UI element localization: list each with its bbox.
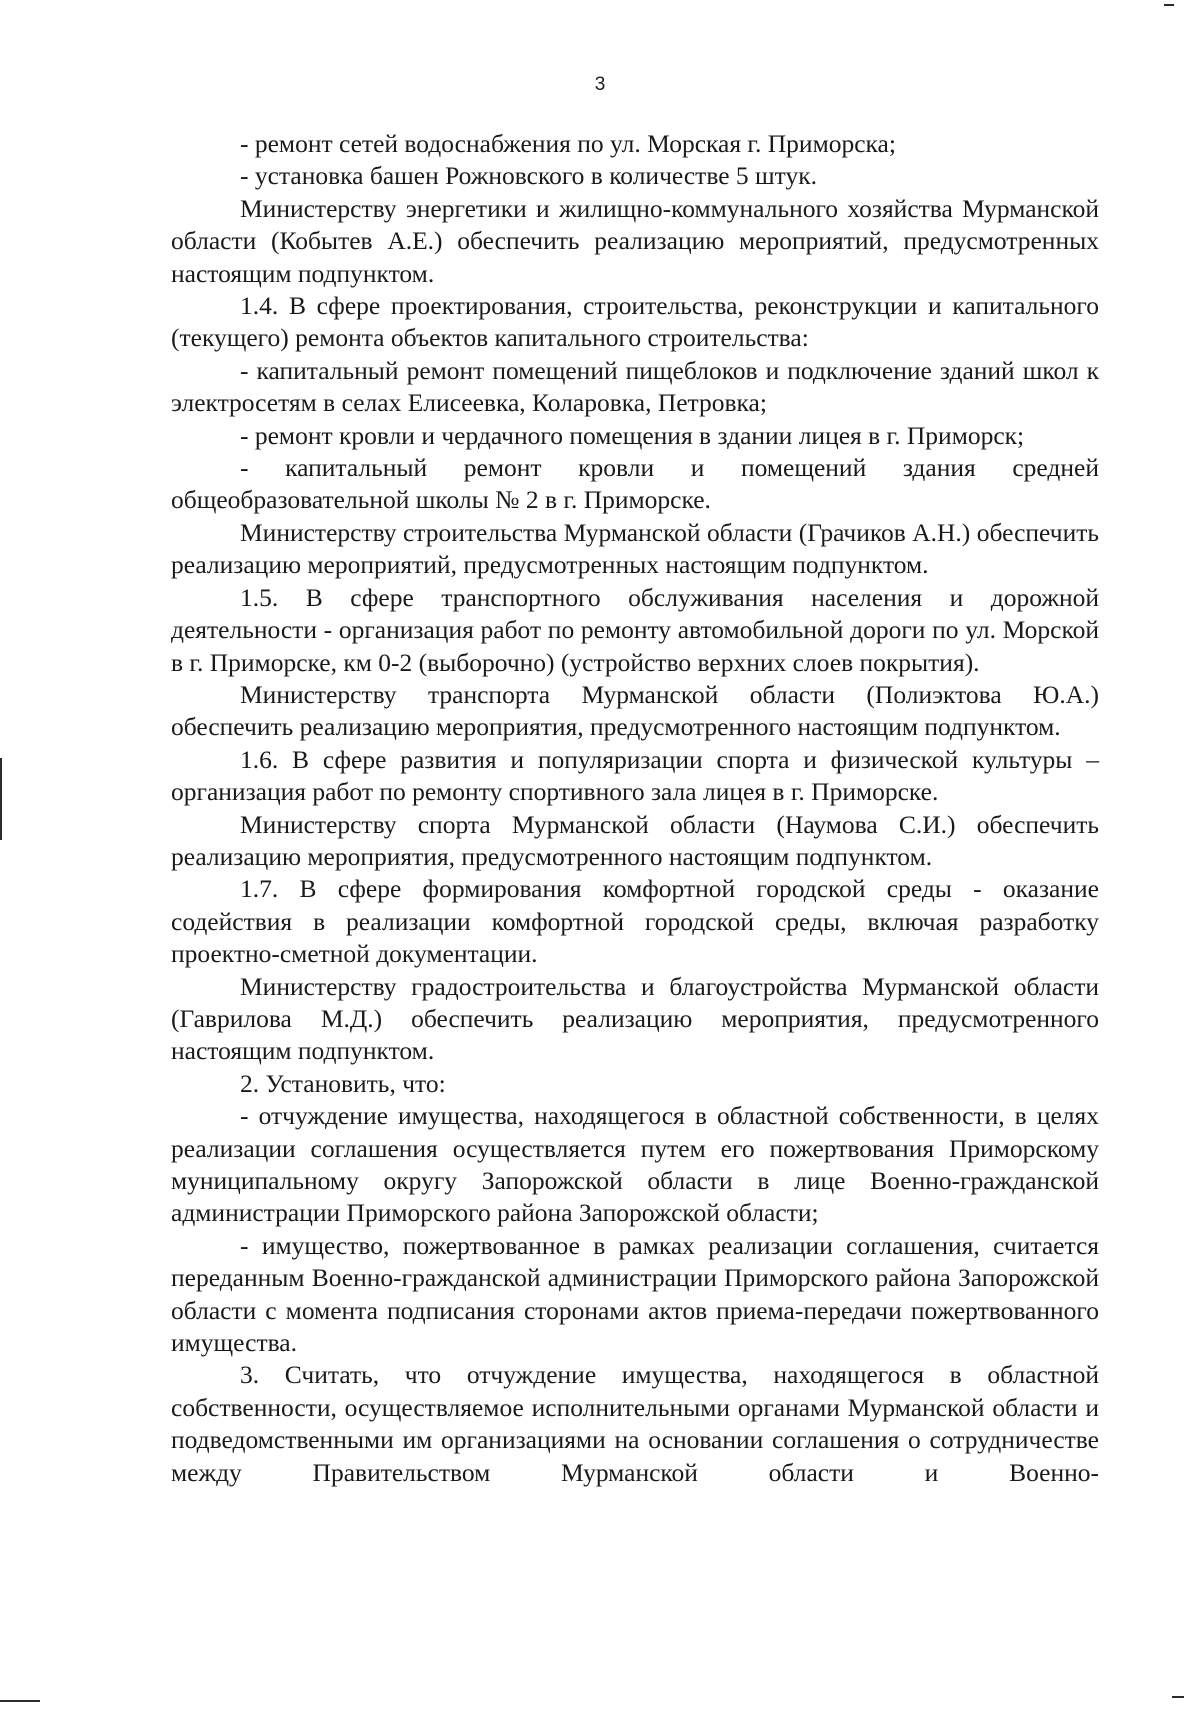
paragraph: - отчуждение имущества, находящегося в областной собственности, в целях реализации соглашения осуществляется путем его пожертвования Приморскому муниципальному округу Запорожской области в лице Военно-гражданской администрации Приморского района Запорожской области;: [171, 1101, 1099, 1228]
paragraph: - установка башен Рожновского в количестве 5 штук.: [240, 161, 817, 191]
paragraph: Министерству градостроительства и благоустройства Мурманской области (Гаврилова М.Д.) обеспечить реализацию мероприятия, предусмотренного настоящим подпунктом.: [171, 971, 1099, 1066]
scan-mark-top-right: [1164, 4, 1174, 6]
paragraph: Министерству транспорта Мурманской области (Полиэктова Ю.А.) обеспечить реализацию мероприятия, предусмотренного настоящим подпунктом.: [171, 679, 1099, 742]
paragraph: - капитальный ремонт кровли и помещений здания средней общеобразовательной школы № 2 в г. Приморске.: [171, 453, 1099, 515]
page-number: 3: [594, 74, 606, 95]
paragraph: - ремонт кровли и чердачного помещения в здании лицея в г. Приморск;: [240, 420, 1025, 450]
paragraph: Министерству энергетики и жилищно-коммунального хозяйства Мурманской области (Кобытев А.Е.) обеспечить реализацию мероприятий, предусмотренных настоящим подпунктом.: [171, 193, 1099, 288]
paragraph: 1.7. В сфере формирования комфортной городской среды - оказание содействия в реализации комфортной городской среды, включая разработку проектно-сметной документации.: [171, 874, 1099, 969]
paragraph: - капитальный ремонт помещений пищеблоков и подключение зданий школ к электросетям в селах Елисеевка, Коларовка, Петровка;: [171, 355, 1099, 418]
paragraph: 2. Установить, что:: [240, 1068, 446, 1098]
scan-mark-bottom-left: [0, 1700, 40, 1702]
paragraph-continued: 3. Считать, что отчуждение имущества, находящегося в областной собственности, осуществляемое исполнительными органами Мурманской области и подведомственными им организациями на основании соглашения о сотрудничестве между Правительством Мурманской области и Военно-: [171, 1360, 1099, 1487]
paragraph: 1.6. В сфере развития и популяризации спорта и физической культуры – организация работ по ремонту спортивного зала лицея в г. Приморске.: [171, 744, 1099, 807]
scan-mark-bottom-right: [1172, 1696, 1184, 1698]
scan-mark-left-edge: [0, 758, 2, 840]
paragraph: 1.4. В сфере проектирования, строительства, реконструкции и капитального (текущего) ремонта объектов капитального строительства:: [171, 291, 1099, 353]
paragraph: 1.5. В сфере транспортного обслуживания населения и дорожной деятельности - организация работ по ремонту автомобильной дороги по ул. Морской в г. Приморске, км 0-2 (выборочно) (устройство верхних слоев покрытия).: [171, 582, 1099, 677]
paragraph: - имущество, пожертвованное в рамках реализации соглашения, считается переданным Военно-гражданской администрации Приморского района Запорожской области с момента подписания сторонами актов приема-передачи пожертвованного имущества.: [171, 1230, 1099, 1358]
paragraph: - ремонт сетей водоснабжения по ул. Морская г. Приморска;: [240, 129, 896, 158]
document-body: [171, 128, 1099, 1489]
paragraph: Министерству строительства Мурманской области (Грачиков А.Н.) обеспечить реализацию мероприятий, предусмотренных настоящим подпунктом.: [171, 517, 1099, 580]
paragraph: Министерству спорта Мурманской области (Наумова С.И.) обеспечить реализацию мероприятия, предусмотренного настоящим подпунктом.: [171, 809, 1099, 871]
